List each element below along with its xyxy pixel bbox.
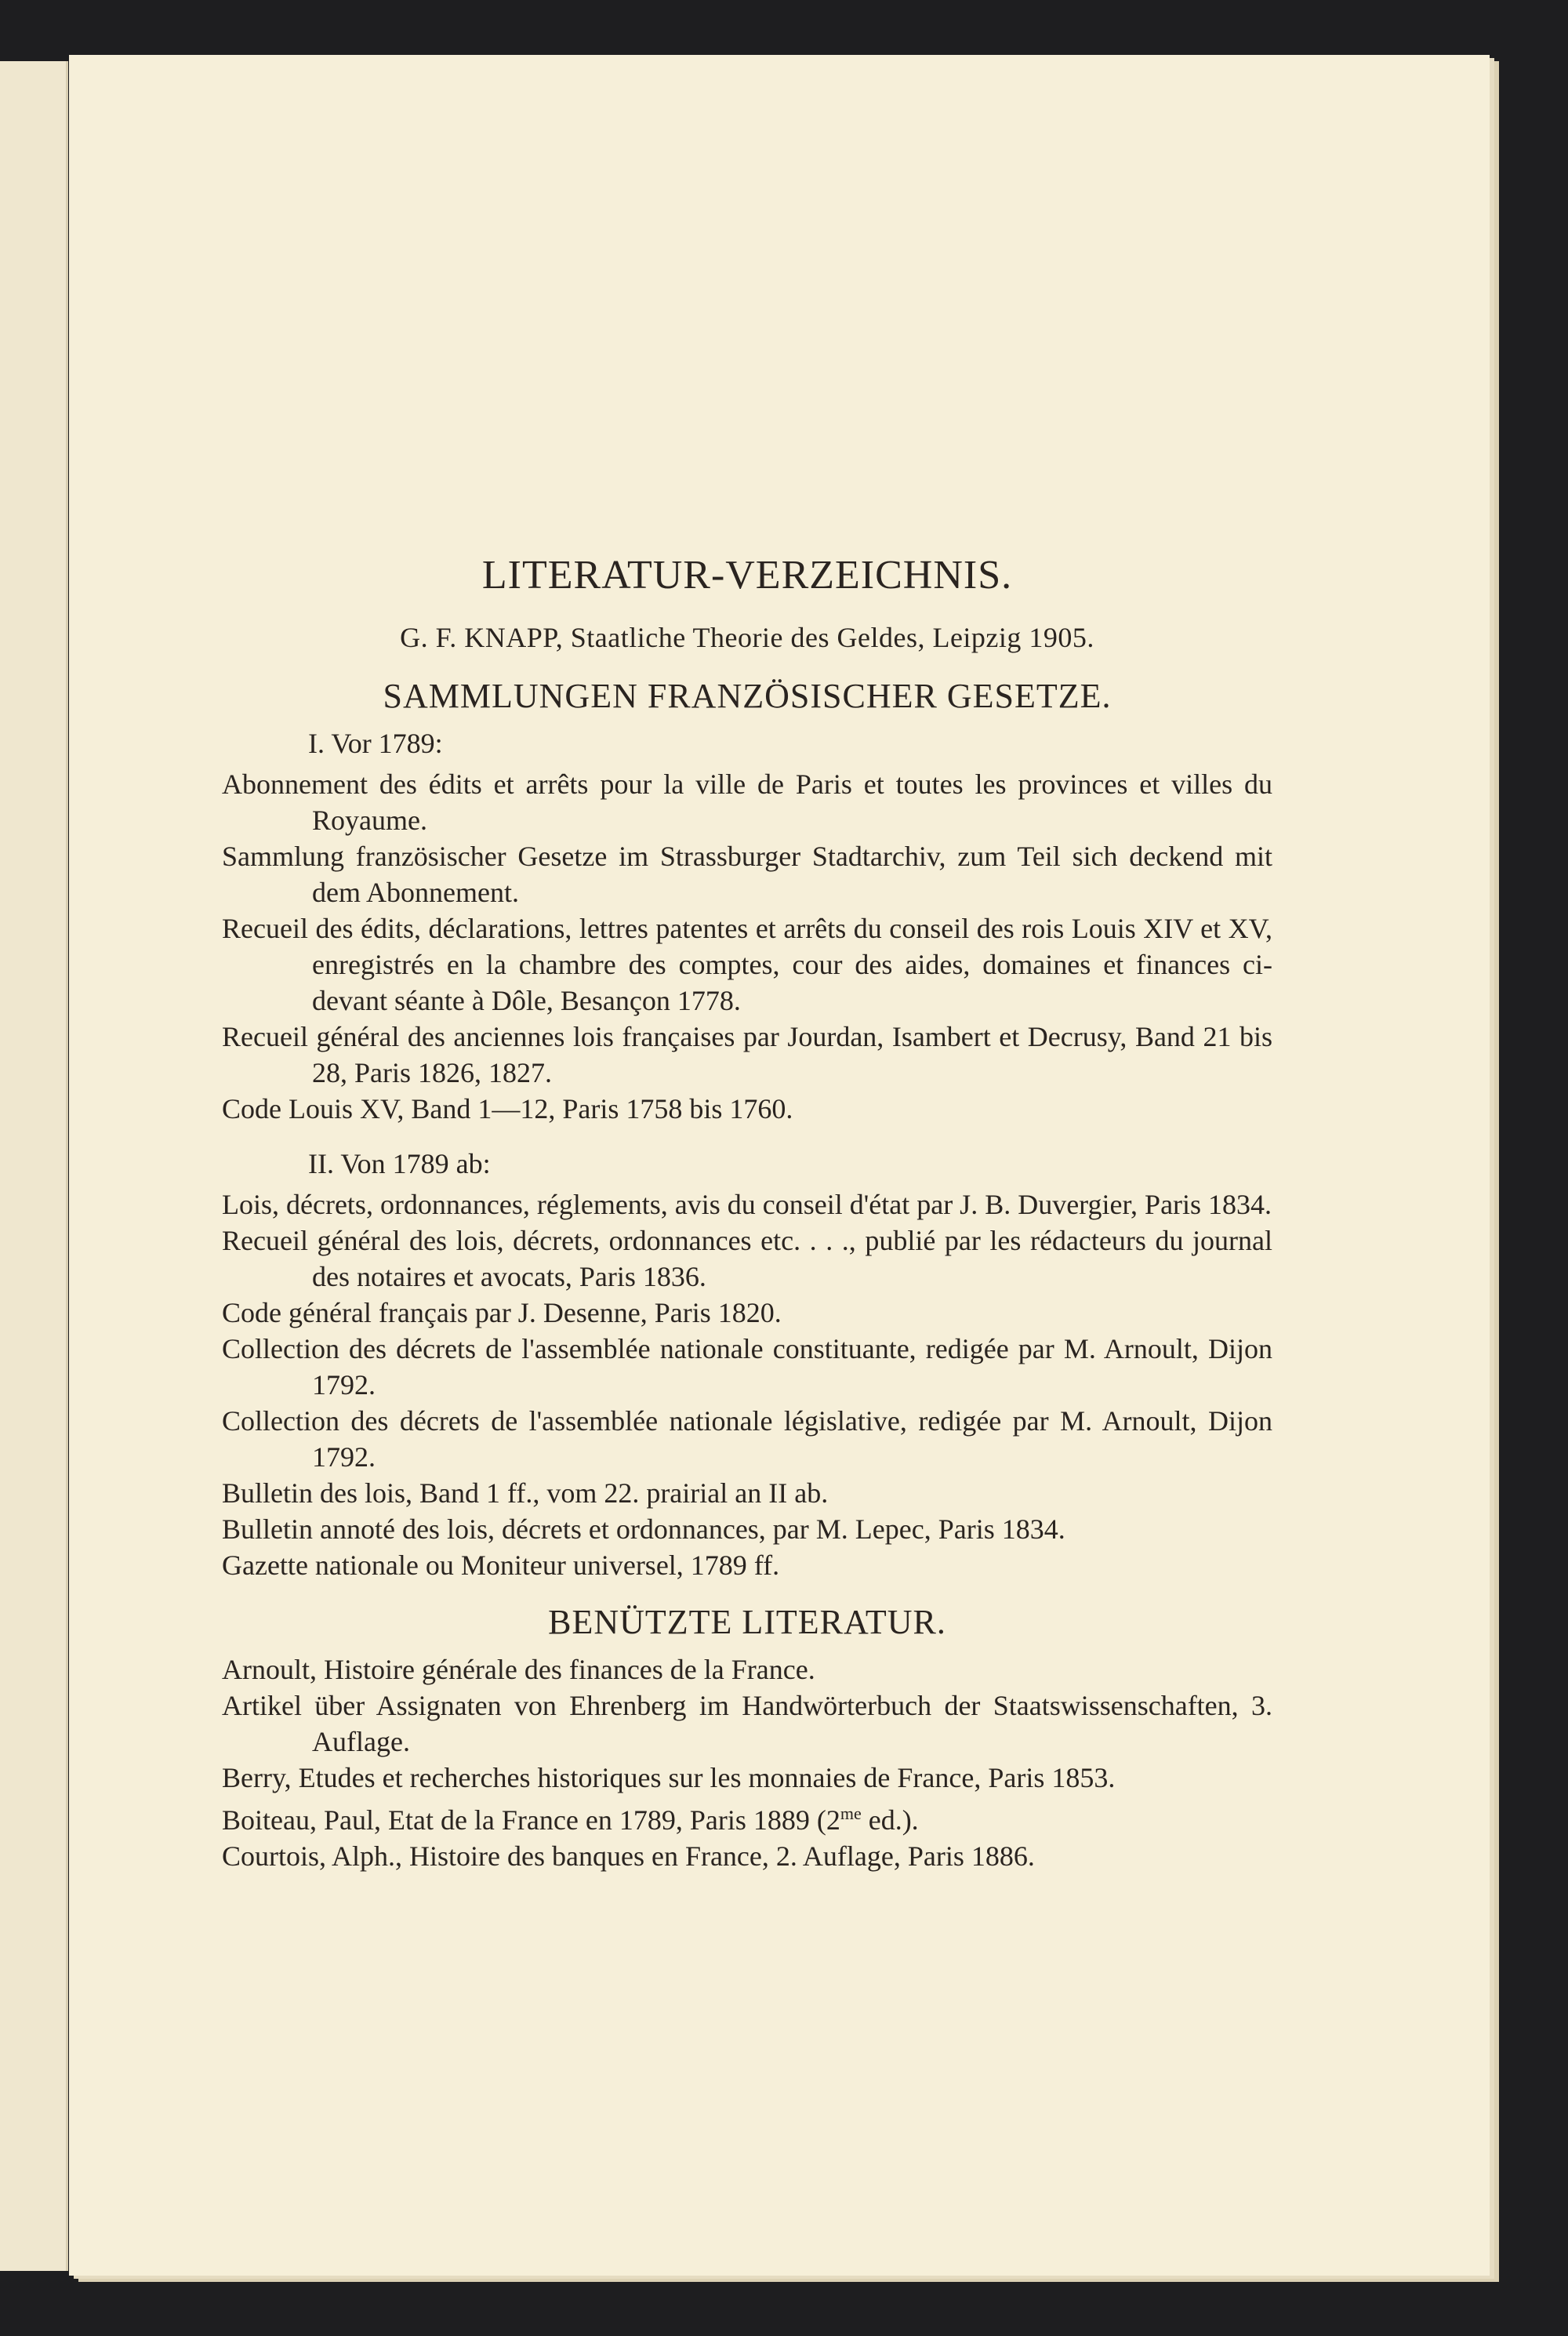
page-content [222,500,1272,1893]
book-page [69,55,1490,2276]
list-item: Artikel über Assignaten von Ehrenberg im Handwörterbuch der Staatswissenschaften, 3. Auflage. [222,1690,1272,1757]
list-item: Gazette nationale ou Moniteur universel, 1789 ff. [222,1549,780,1581]
group-von-1789-list [222,1186,1272,1583]
facing-page-edge [0,61,68,2271]
group-label-von-1789: II. Von 1789 ab: [308,1148,491,1179]
sammlungen-heading: SAMMLUNGEN FRANZÖSISCHER GESETZE. [383,677,1112,715]
benutzte-heading: BENÜTZTE LITERATUR. [548,1603,946,1641]
knapp-reference: G. F. KNAPP, Staatliche Theorie des Geldes, Leipzig 1905. [400,622,1094,653]
list-item: Bulletin annoté des lois, décrets et ordonnances, par M. Lepec, Paris 1834. [222,1513,1065,1545]
boiteau-text: Boiteau, Paul, Etat de la France en 1789, Paris 1889 (2 [222,1804,840,1836]
list-item: Recueil général des lois, décrets, ordonnances etc. . . ., publié par les rédacteurs du journal des notaires et avocats, Paris 1836. [222,1225,1272,1292]
group-label-vor-1789: I. Vor 1789: [308,728,443,759]
group-vor-1789-list [222,766,1272,1127]
list-item-boiteau [222,1796,1272,1838]
list-item: Code Louis XV, Band 1—12, Paris 1758 bis 1760. [222,1093,793,1124]
boiteau-text-end: ed.). [861,1804,919,1836]
list-item: Abonnement des édits et arrêts pour la ville de Paris et toutes les provinces et villes du Royaume. [222,768,1272,836]
list-item: Recueil des édits, déclarations, lettres patentes et arrêts du conseil des rois Louis XIV et XV, enregistrés en la chambre des comptes, cour des aides, domaines et finances ci-devant séante à Dôle, Besançon 1778. [222,913,1272,1016]
list-item: Collection des décrets de l'assemblée nationale constituante, redigée par M. Arnoult, Dijon 1792. [222,1333,1272,1401]
boiteau-superscript: me [840,1804,862,1823]
list-item: Bulletin des lois, Band 1 ff., vom 22. prairial an II ab. [222,1477,829,1509]
list-item: Code général français par J. Desenne, Paris 1820. [222,1297,782,1328]
list-item: Collection des décrets de l'assemblée nationale législative, redigée par M. Arnoult, Dijon 1792. [222,1405,1272,1473]
list-item: Arnoult, Histoire générale des finances de la France. [222,1654,815,1685]
list-item: Sammlung französischer Gesetze im Strassburger Stadtarchiv, zum Teil sich deckend mit dem Abonnement. [222,841,1272,908]
page-title: LITERATUR-VERZEICHNIS. [481,553,1013,598]
list-item: Berry, Etudes et recherches historiques sur les monnaies de France, Paris 1853. [222,1762,1116,1793]
list-item: Recueil général des anciennes lois françaises par Jourdan, Isambert et Decrusy, Band 21 bis 28, Paris 1826, 1827. [222,1021,1272,1088]
list-item: Lois, décrets, ordonnances, réglements, avis du conseil d'état par J. B. Duvergier, Paris 1834. [222,1189,1272,1220]
benutzte-list [222,1651,1272,1874]
list-item: Courtois, Alph., Histoire des banques en France, 2. Auflage, Paris 1886. [222,1840,1035,1872]
